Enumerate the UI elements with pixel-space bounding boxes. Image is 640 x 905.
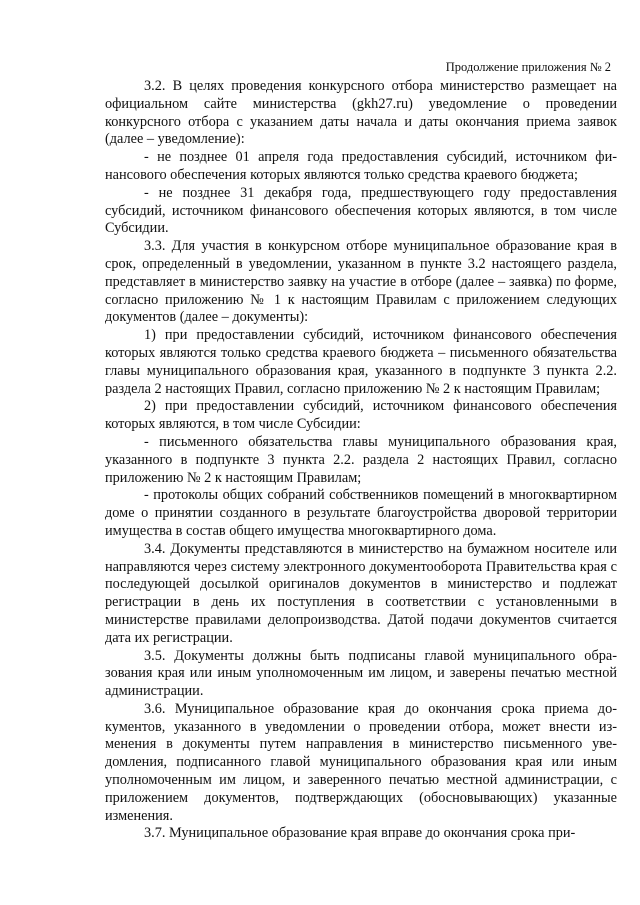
document-page <box>105 0 617 905</box>
paragraph-3-7: 3.7. Муниципальное образование края вправе до окончания срока при- <box>144 825 576 842</box>
paragraph-3-5: 3.5. Документы должны быть подписаны главой муниципального образования края или иным уполномоченным им лицом, и заверены печатью местной администрации. <box>105 647 617 700</box>
paragraph-3-3-item-2-protocols: - протоколы общих собраний собственников помещений в многоквартирном доме о принятии созданного в результате благоустройства дворовой территории имущества в состав общего имущества многоквартирного дома. <box>105 487 617 539</box>
paragraph-3-3-item-1: 1) при предоставлении субсидий, источником финансового обеспечения которых являются только средства краевого бюджета – письменного обязательства главы муниципального образования края, указанного в подпункте 3 пункта 2.2. раздела 2 настоящих Правил, согласно приложению № 2 к настоящим Правилам; <box>105 327 617 397</box>
document-body <box>105 78 617 843</box>
page-header: Продолжение приложения № 2 <box>445 60 611 74</box>
paragraph-3-6: 3.6. Муниципальное образование края до окончания срока приема документов, указанного в уведомлении о проведении отбора, может внести изменения в документы путем направления в министерство письменного уведомления, подписанного главой муниципального образования края или иным уполномоченным им лицом, и заверенного печатью местной администрации, с приложением документов, подтверждающих (обосновывающих) указанные изменения. <box>105 700 617 824</box>
paragraph-3-4: 3.4. Документы представляются в министерство на бумажном носителе или направляются через систему электронного документооборота Правительства края с последующей досылкой оригиналов документов в министерство и подлежат регистрации в день их поступления в соответствии с установленными в министерстве правилами делопроизводства. Датой подачи документов считается дата их регистрации. <box>105 540 617 646</box>
paragraph-3-2: 3.2. В целях проведения конкурсного отбора министерство размещает на официальном сайте министерства (gkh27.ru) уведомление о проведении конкурсного отбора с указанием даты начала и даты окончания приема заявок (далее – уведомление): <box>105 78 617 148</box>
paragraph-3-3-item-2-obligation: - письменного обязательства главы муниципального образования края, указанного в подпункте 3 пункта 2.2. раздела 2 настоящих Правил, согласно приложению № 2 к настоящим Правилам; <box>105 433 617 486</box>
paragraph-3-3-item-2: 2) при предоставлении субсидий, источником финансового обеспечения которых являются, в том числе Субсидии: <box>105 398 617 433</box>
paragraph-3-3: 3.3. Для участия в конкурсном отборе муниципальное образование края в срок, определенный в уведомлении, указанном в пункте 3.2 настоящего раздела, представляет в министерство заявку на участие в отборе (далее – заявка) по форме, согласно приложению № 1 к настоящим Правилам с приложением следующих документов (далее – документы): <box>105 238 617 326</box>
paragraph-3-2-deadline-2: - не позднее 31 декабря года, предшествующего году предоставления субсидий, источником финансового обеспечения которых являются, в том числе Субсидии. <box>105 184 617 237</box>
paragraph-3-2-deadline-1: - не позднее 01 апреля года предоставления субсидий, источником финансового обеспечения которых являются только средства краевого бюджета; <box>105 149 617 183</box>
